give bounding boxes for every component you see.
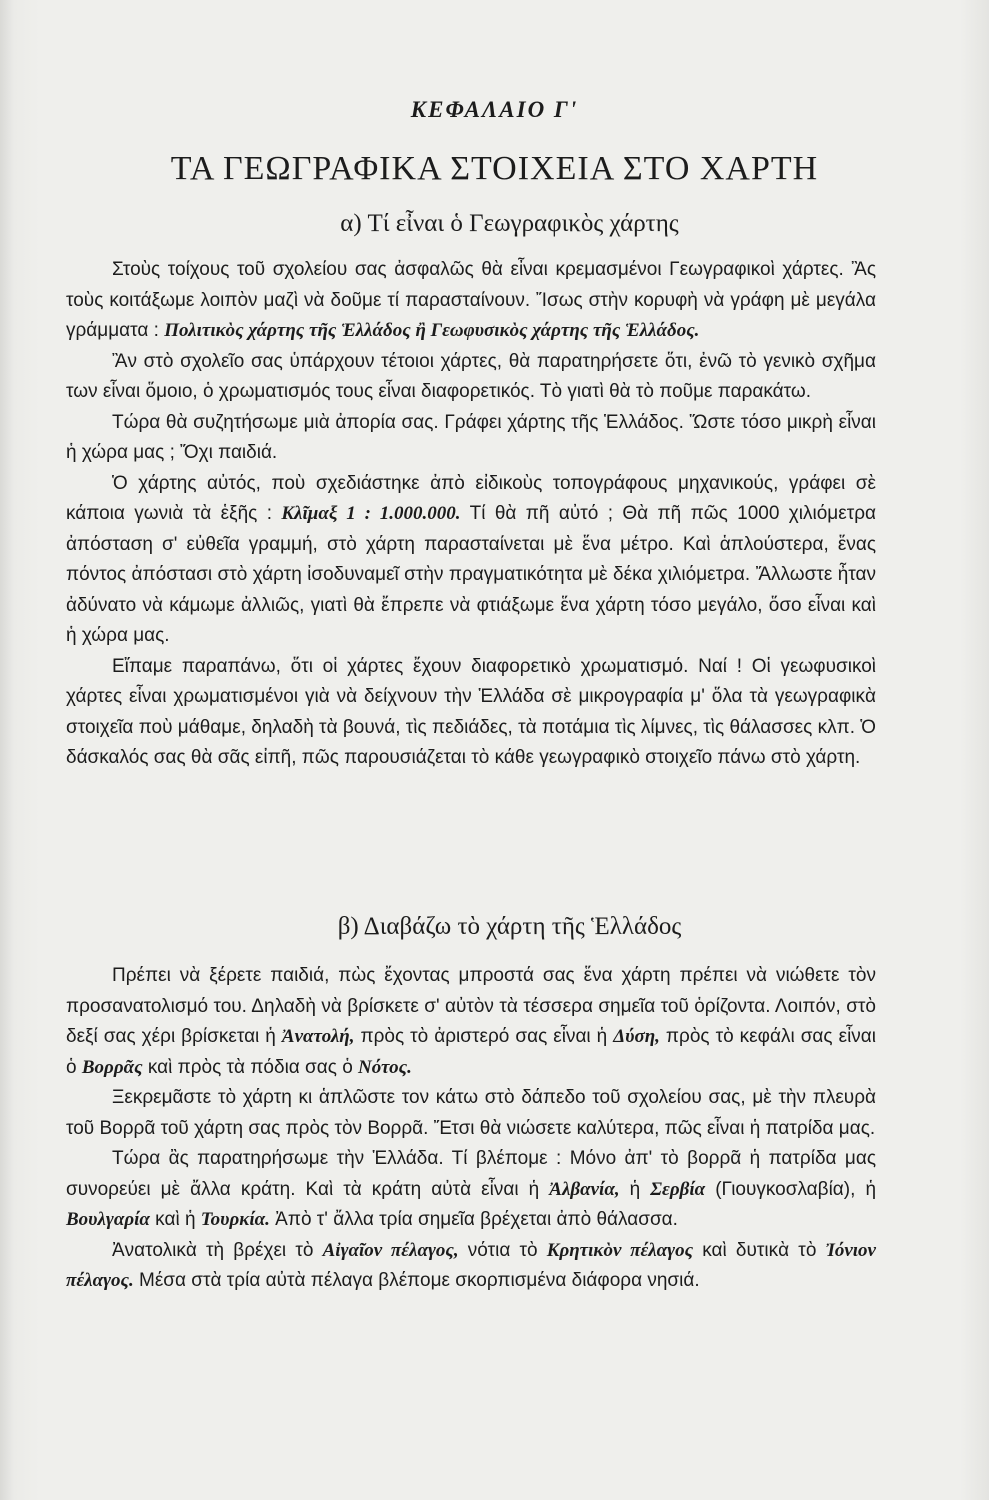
emphasis-text: Νότος. xyxy=(358,1056,412,1078)
text-run: Μέσα στὰ τρία αὐτὰ πέλαγα βλέπομε σκορπισμένα διάφορα νησιά. xyxy=(133,1270,700,1291)
text-run: Ὁ χάρτης αὐτός, ποὺ σχεδιάστηκε ἀπὸ εἰδικοὺς τοπογράφους μηχανικούς, γράφει σὲ κάποια γωνιὰ τὰ ἑξῆς : xyxy=(66,472,876,524)
text-run: (Γιουγκοσλαβία), ἡ xyxy=(705,1178,877,1200)
text-run: Ἀπὸ τ' ἄλλα τρία σημεῖα βρέχεται ἀπὸ θάλασσα. xyxy=(269,1209,678,1230)
text-run: καὶ πρὸς τὰ πόδια σας ὁ xyxy=(142,1056,359,1078)
emphasis-text: Ἰόνιον πέλαγος. xyxy=(66,1239,876,1291)
chapter-label: ΚΕΦΑΛΑΙΟ Γ' xyxy=(410,97,579,122)
text-run: Τί θὰ πῆ αὐτό ; Θὰ πῆ πῶς 1000 χιλιόμετρα ἀπόσταση σ' εὐθεῖα γραμμή, στὸ χάρτη παρασταίνεται μὲ ἕνα μέτρο. Καὶ ἁπλούστερα, ἕνας πόντος ἀπόστασι στὸ χάρτη ἰσοδυναμεῖ στὴν πραγματικότητα μὲ δέκα χιλιόμετρα. Ἄλλωστε ἦταν ἀδύνατο νὰ κάμωμε ἀλλιῶς, γιατὶ θὰ ἔπρεπε νὰ φτιάξωμε ἕνα χάρτη τόσο μεγάλο, ὅσο εἶναι καὶ ἡ χώρα μας. xyxy=(66,503,876,646)
paragraph xyxy=(66,961,876,1083)
paragraph: Ξεκρεμᾶστε τὸ χάρτη κι ἁπλῶστε τον κάτω στὸ δάπεδο τοῦ σχολείου σας, μὲ τὴν πλευρὰ τοῦ Βορρᾶ τοῦ χάρτη σας πρὸς τὸν Βορρᾶ. Ἔτσι θὰ νιώσετε καλύτερα, πῶς εἶναι ἡ πατρίδα μας. xyxy=(66,1087,876,1139)
emphasis-text: Ἀλβανία, xyxy=(549,1178,620,1200)
text-run: πρὸς τὸ κεφάλι σας εἶναι ὁ xyxy=(66,1026,876,1078)
paragraph xyxy=(66,1236,876,1297)
emphasis-text: Κρητικὸν πέλαγος xyxy=(546,1239,694,1261)
text-run: Ἀνατολικὰ τὴ βρέχει τὸ xyxy=(112,1239,323,1261)
scale-text: Κλῖμαξ 1 : 1.000.000. xyxy=(281,503,461,524)
emphasis-text: Ἀνατολή, xyxy=(281,1026,355,1047)
paragraph: Τώρα θὰ συζητήσωμε μιὰ ἀπορία σας. Γράφει χάρτης τῆς Ἑλλάδος. Ὥστε τόσο μικρὴ εἶναι ἡ χώρα μας ; Ὄχι παιδιά. xyxy=(66,411,876,463)
text-run: καὶ ἡ xyxy=(149,1209,201,1230)
text-run: πρὸς τὸ ἀριστερό σας εἶναι ἡ xyxy=(354,1026,614,1047)
text-run: Στοὺς τοίχους τοῦ σχολείου σας ἀσφαλῶς θὰ εἶναι κρεμασμένοι Γεωγραφικοὶ χάρτες. Ἂς τοὺς κοιτάξωμε λοιπὸν μαζὶ νὰ δοῦμε τί παρασταίνουν. Ἴσως στὴν κορυφὴ νὰ γράφη μὲ μεγάλα γράμματα : xyxy=(66,259,876,341)
paragraph: Εἴπαμε παραπάνω, ὅτι οἱ χάρτες ἔχουν διαφορετικὸ χρωματισμό. Ναί ! Οἱ γεωφυσικοὶ χάρτες εἶναι χρωματισμένοι γιὰ νὰ δείχνουν τὴν Ἑλλάδα σὲ μικρογραφία μ' ὅλα τὰ γεωγραφικὰ στοιχεῖα ποὺ μάθαμε, δηλαδὴ τὰ βουνά, τὶς πεδιάδες, τὰ ποτάμια τὶς λίμνες, τὶς θάλασσες κλπ. Ὁ δάσκαλός σας θὰ σᾶς εἰπῆ, πῶς παρουσιάζεται τὸ κάθε γεωγραφικὸ στοιχεῖο πάνω στὸ χάρτη. xyxy=(66,655,876,768)
text-run: ἡ xyxy=(619,1178,651,1200)
emphasis-text: Αἰγαῖον πέλαγος, xyxy=(322,1239,459,1261)
emphasis-text: Τουρκία. xyxy=(200,1209,270,1230)
text-run: νότια τὸ xyxy=(458,1239,547,1261)
emphasis-text: Δύση, xyxy=(613,1026,660,1047)
emphasis-text: Σερβία xyxy=(650,1178,706,1200)
paragraph xyxy=(66,255,876,347)
section-a-body xyxy=(66,255,876,774)
chapter-title: ΤΑ ΓΕΩΓΡΑΦΙΚΑ ΣΤΟΙΧΕΙΑ ΣΤΟ ΧΑΡΤΗ xyxy=(170,150,819,187)
paragraph: Ἂν στὸ σχολεῖο σας ὑπάρχουν τέτοιοι χάρτες, θὰ παρατηρήσετε ὅτι, ἐνῶ τὸ γενικὸ σχῆμα των εἶναι ὅμοιο, ὁ χρωματισμός τους εἶναι διαφορετικός. Τὸ γιατὶ θὰ τὸ ποῦμε παρακάτω. xyxy=(66,350,876,402)
text-run: Πρέπει νὰ ξέρετε παιδιά, πὼς ἔχοντας μπροστά σας ἕνα χάρτη πρέπει νὰ νιώθετε τὸν προσανατολισμό του. Δηλαδὴ νὰ βρίσκετε σ' αὐτὸν τὰ τέσσερα σημεῖα τοῦ ὁρίζοντα. Λοιπόν, στὸ δεξί σας χέρι βρίσκεται ἡ xyxy=(66,965,876,1047)
emphasis-text: Πολιτικὸς χάρτης τῆς Ἑλλάδος ἢ Γεωφυσικὸς χάρτης τῆς Ἑλλάδος. xyxy=(164,320,700,341)
paragraph xyxy=(66,1144,876,1236)
paragraph xyxy=(66,469,876,652)
emphasis-text: Βουλγαρία xyxy=(66,1209,150,1230)
text-run: καὶ δυτικὰ τὸ xyxy=(693,1239,826,1261)
emphasis-text: Βορρᾶς xyxy=(81,1056,143,1078)
section-b-body xyxy=(66,961,876,1297)
text-run: Τώρα ἂς παρατηρήσωμε τὴν Ἑλλάδα. Τί βλέπομε : Μόνο ἀπ' τὸ βορρᾶ ἡ πατρίδα μας συνορεύει μὲ ἄλλα κράτη. Καὶ τὰ κράτη αὐτὰ εἶναι ἡ xyxy=(66,1148,876,1200)
section-a-heading: α) Τί εἶναι ὁ Γεωγραφικὸς χάρτης xyxy=(340,210,679,237)
section-b-heading: β) Διαβάζω τὸ χάρτη τῆς Ἑλλάδος xyxy=(337,913,682,940)
